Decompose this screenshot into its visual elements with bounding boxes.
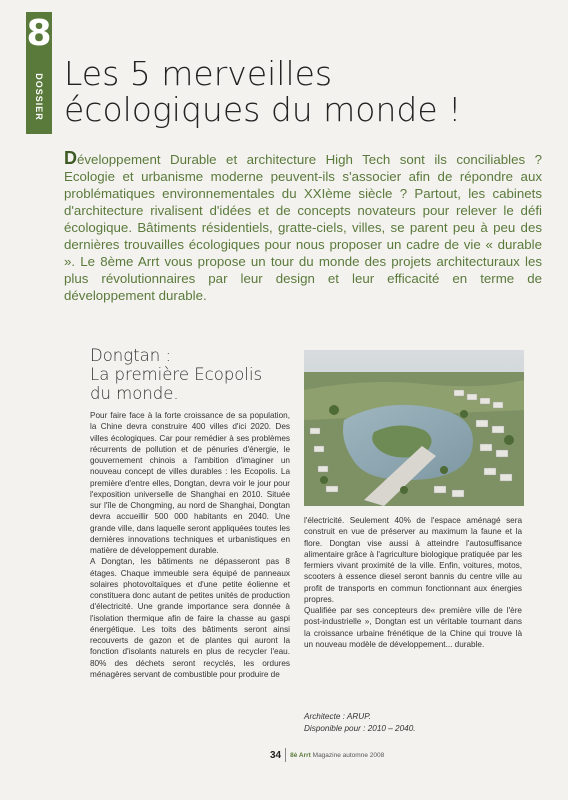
article-paragraph-2: A Dongtan, les bâtiments ne dépasseront pas 8 étages. Chaque immeuble sera équipé de panneaux solaires photovoltaïques et d'une petite éolienne et constituera donc autant de petites unités de production d'électricité. Une grande importance sera donnée à l'isolation thermique afin de faire la chasse au gaspi énergétique. Les toits des bâtiments seront ainsi recouverts de gazon et de plantes qui auront la fonction d'isolants naturels en plus de recycler l'eau. 80% des déchets seront recyclés, les ordures ménagères servant de combustible pour produire de: [90, 557, 290, 679]
section-title-line-1: Dongtan :: [90, 346, 172, 365]
dossier-label-wrap: [26, 60, 52, 134]
footer-brand-wrap: [290, 752, 384, 759]
article-column-right: [304, 515, 522, 650]
credit-architect: Architecte : ARUP.: [304, 712, 371, 721]
intro-dropcap: D: [64, 148, 77, 168]
project-credits: [304, 711, 522, 734]
dossier-label: DOSSIER: [34, 73, 45, 121]
section-title-line-3: du monde.: [90, 384, 179, 403]
footer-issue: Magazine automne 2008: [312, 751, 385, 759]
footer-separator: [285, 748, 286, 762]
article-paragraph-4: Qualifiée par ses concepteurs de« première ville de l'ère post-industrielle », Dongtan est un véritable tournant dans la croissance urbaine frénétique de la Chine qui trouve là un nouveau modèle de développement... durable.: [304, 606, 522, 649]
article-paragraph-3: l'électricité. Seulement 40% de l'espace aménagé sera construit en vue de préserver au maximum la faune et la flore. Dongtan vise aussi à atteindre l'autosuffisance alimentaire grâce à l'agriculture biologique pratiquée par les fermiers vivant proximité de la ville. Enfin, voitures, motos, scooters à essence diesel seront bannis du centre ville au profit de transports en commun fonctionnant aux énergies propres.: [304, 516, 522, 604]
title-line-1: Les 5 merveilles: [64, 54, 333, 93]
intro-text: éveloppement Durable et architecture High Tech sont ils conciliables ? Ecologie et urbanisme moderne peuvent-ils s'associer afin de répondre aux problématiques environnementales du XXIème siècle ? Partout, les cabinets d'architecture rivalisent d'idées et de concepts novateurs pour relever le défi écologique. Bâtiments résidentiels, gratte-ciels, villes, se parent peu à peu des dernières trouvailles écologiques pour nous proposer un cadre de vie « durable ». Le 8ème Arrt vous propose un tour du monde des projets architecturaux les plus révolutionnaires par leur design et leur efficacité en terme de développement durable.: [64, 152, 542, 303]
dossier-number: 8: [26, 13, 52, 54]
intro-paragraph: [64, 150, 542, 304]
section-title-line-2: La première Ecopolis: [90, 365, 263, 384]
article-paragraph-1: Pour faire face à la forte croissance de sa population, la Chine devra construire 400 villes d'ici 2020. Des villes écologiques. Car pour remédier à ses problèmes récurrents de pollution et de pénuries d'énergie, le gouvernement chinois a l'ambition d'imaginer un nouveau concept de villes durables : les Ecopolis. La première d'entre elles, Dongtan, devra voir le jour pour l'exposition universelle de Shanghai en 2010. Située sur l'île de Chongming, au nord de Shanghai, Dongtan devra accueillir 500 000 habitants en 2040. Une grande ville, dans laquelle seront appliquées toutes les dernières innovations techniques et urbanistiques en matière de développement durable.: [90, 411, 290, 555]
dossier-tab: [26, 12, 52, 134]
footer-brand: 8è Arrt: [290, 751, 311, 759]
page-number: 34: [270, 749, 282, 761]
page-title: [64, 56, 544, 128]
title-line-2: écologiques du monde !: [64, 90, 462, 129]
credit-availability: Disponible pour : 2010 – 2040.: [304, 723, 416, 733]
section-title: [90, 346, 300, 403]
page-footer: [270, 745, 384, 765]
article-column-left: [90, 410, 290, 680]
dongtan-aerial-photo: [304, 350, 524, 506]
